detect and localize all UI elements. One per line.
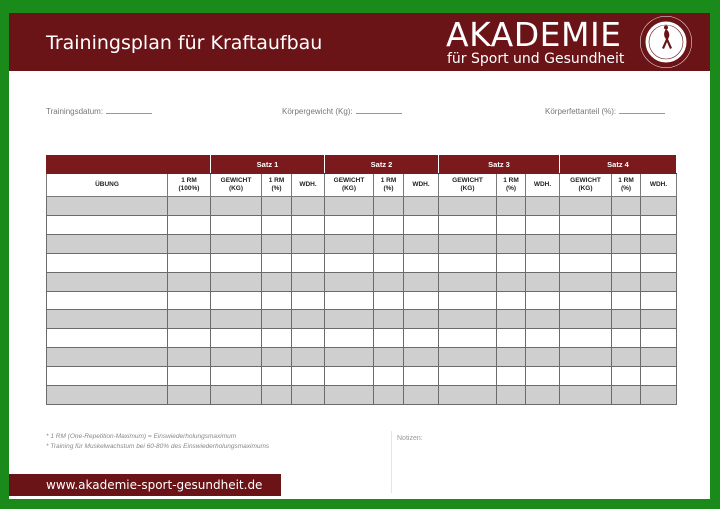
entry-cell[interactable]	[325, 215, 374, 234]
entry-cell[interactable]	[560, 367, 612, 386]
col-reps: WDH.	[641, 174, 677, 197]
entry-cell[interactable]	[211, 329, 262, 348]
entry-cell[interactable]	[325, 329, 374, 348]
entry-cell[interactable]	[560, 215, 612, 234]
entry-cell[interactable]	[262, 234, 292, 253]
col-reps: WDH.	[292, 174, 325, 197]
set-4-header: Satz 4	[560, 156, 677, 174]
notes-area[interactable]	[391, 431, 677, 493]
table-row	[47, 253, 677, 272]
entry-cell[interactable]	[211, 367, 262, 386]
col-one-rm: 1 RM (100%)	[168, 174, 211, 197]
entry-cell[interactable]	[292, 234, 325, 253]
entry-cell[interactable]	[612, 310, 641, 329]
entry-cell[interactable]	[262, 329, 292, 348]
entry-cell[interactable]	[262, 310, 292, 329]
entry-cell[interactable]	[325, 197, 374, 216]
entry-cell[interactable]	[374, 215, 404, 234]
col-reps: WDH.	[404, 174, 439, 197]
entry-cell[interactable]	[404, 197, 439, 216]
entry-cell[interactable]	[374, 253, 404, 272]
training-table	[46, 155, 677, 405]
entry-cell[interactable]	[325, 234, 374, 253]
entry-cell[interactable]	[641, 329, 677, 348]
brand-tagline: für Sport und Gesundheit	[447, 51, 625, 67]
entry-cell[interactable]	[641, 215, 677, 234]
entry-cell[interactable]	[612, 272, 641, 291]
entry-cell[interactable]	[404, 348, 439, 367]
entry-cell[interactable]	[439, 310, 497, 329]
entry-cell[interactable]	[526, 291, 560, 310]
entry-cell[interactable]	[612, 329, 641, 348]
entry-cell[interactable]	[526, 329, 560, 348]
table-row	[47, 348, 677, 367]
entry-cell[interactable]	[641, 197, 677, 216]
entry-cell[interactable]	[168, 348, 211, 367]
entry-cell[interactable]	[497, 234, 526, 253]
entry-cell[interactable]	[325, 291, 374, 310]
entry-cell[interactable]	[526, 348, 560, 367]
entry-cell[interactable]	[374, 329, 404, 348]
entry-cell[interactable]	[439, 272, 497, 291]
entry-cell[interactable]	[497, 386, 526, 405]
body-weight-field[interactable]	[282, 105, 402, 116]
footer-bar	[9, 474, 281, 496]
table-body	[47, 197, 677, 405]
entry-cell[interactable]	[262, 253, 292, 272]
table-row	[47, 197, 677, 216]
entry-cell[interactable]	[262, 348, 292, 367]
entry-cell[interactable]	[560, 272, 612, 291]
entry-cell[interactable]	[612, 367, 641, 386]
entry-cell[interactable]	[439, 329, 497, 348]
entry-cell[interactable]	[404, 367, 439, 386]
entry-cell[interactable]	[404, 272, 439, 291]
entry-cell[interactable]	[262, 215, 292, 234]
entry-cell[interactable]	[292, 348, 325, 367]
entry-cell[interactable]	[211, 291, 262, 310]
entry-cell[interactable]	[325, 348, 374, 367]
entry-cell[interactable]	[292, 197, 325, 216]
entry-cell[interactable]	[292, 291, 325, 310]
entry-cell[interactable]	[211, 253, 262, 272]
seal-logo-icon	[639, 15, 693, 69]
entry-cell[interactable]	[211, 197, 262, 216]
entry-cell[interactable]	[168, 310, 211, 329]
entry-cell[interactable]	[641, 367, 677, 386]
body-weight-label: Körpergewicht (Kg):	[282, 107, 353, 116]
entry-cell[interactable]	[292, 272, 325, 291]
exercise-cell[interactable]	[47, 272, 168, 291]
entry-cell[interactable]	[641, 310, 677, 329]
entry-cell[interactable]	[211, 234, 262, 253]
entry-cell[interactable]	[560, 329, 612, 348]
col-weight: GEWICHT (KG)	[560, 174, 612, 197]
footnote-training: * Training für Muskelwachstum bei 60-80% des Einswiederholungsmaximums	[46, 443, 270, 450]
exercise-cell[interactable]	[47, 197, 168, 216]
entry-cell[interactable]	[374, 367, 404, 386]
entry-cell[interactable]	[168, 329, 211, 348]
entry-cell[interactable]	[262, 386, 292, 405]
footnote-one-rm: * 1 RM (One-Repetition-Maximum) = Einswiederholungsmaximum	[46, 433, 237, 440]
entry-cell[interactable]	[612, 215, 641, 234]
entry-cell[interactable]	[612, 234, 641, 253]
notes-label: Notizen:	[397, 435, 423, 442]
entry-cell[interactable]	[497, 215, 526, 234]
entry-cell[interactable]	[497, 348, 526, 367]
brand-name: AKADEMIE	[446, 15, 622, 54]
entry-cell[interactable]	[641, 291, 677, 310]
entry-cell[interactable]	[526, 310, 560, 329]
entry-cell[interactable]	[325, 386, 374, 405]
col-one-rm-pct: 1 RM (%)	[497, 174, 526, 197]
entry-cell[interactable]	[262, 367, 292, 386]
col-one-rm-pct: 1 RM (%)	[612, 174, 641, 197]
entry-cell[interactable]	[262, 197, 292, 216]
entry-cell[interactable]	[374, 386, 404, 405]
entry-cell[interactable]	[526, 253, 560, 272]
entry-cell[interactable]	[439, 253, 497, 272]
entry-cell[interactable]	[612, 253, 641, 272]
entry-cell[interactable]	[292, 367, 325, 386]
entry-cell[interactable]	[325, 272, 374, 291]
entry-cell[interactable]	[439, 367, 497, 386]
training-date-line	[106, 105, 152, 114]
body-fat-label: Körperfettanteil (%):	[545, 107, 617, 116]
entry-cell[interactable]	[292, 253, 325, 272]
col-reps: WDH.	[526, 174, 560, 197]
entry-cell[interactable]	[439, 197, 497, 216]
entry-cell[interactable]	[612, 291, 641, 310]
body-fat-line	[619, 105, 665, 114]
entry-cell[interactable]	[374, 197, 404, 216]
entry-cell[interactable]	[211, 348, 262, 367]
table-row	[47, 234, 677, 253]
table-row	[47, 310, 677, 329]
entry-cell[interactable]	[168, 367, 211, 386]
entry-cell[interactable]	[526, 386, 560, 405]
exercise-cell[interactable]	[47, 329, 168, 348]
table-row	[47, 329, 677, 348]
entry-cell[interactable]	[404, 386, 439, 405]
table-row	[47, 367, 677, 386]
entry-cell[interactable]	[211, 272, 262, 291]
entry-cell[interactable]	[526, 215, 560, 234]
entry-cell[interactable]	[560, 197, 612, 216]
entry-cell[interactable]	[439, 234, 497, 253]
set-header-blank	[47, 156, 211, 174]
entry-cell[interactable]	[374, 310, 404, 329]
entry-cell[interactable]	[497, 291, 526, 310]
entry-cell[interactable]	[560, 234, 612, 253]
footer-url[interactable]: www.akademie-sport-gesundheit.de	[46, 478, 263, 492]
entry-cell[interactable]	[404, 253, 439, 272]
entry-cell[interactable]	[612, 197, 641, 216]
col-one-rm-pct: 1 RM (%)	[374, 174, 404, 197]
entry-cell[interactable]	[211, 310, 262, 329]
entry-cell[interactable]	[560, 310, 612, 329]
entry-cell[interactable]	[497, 367, 526, 386]
entry-cell[interactable]	[439, 291, 497, 310]
table-row	[47, 291, 677, 310]
entry-cell[interactable]	[404, 291, 439, 310]
entry-cell[interactable]	[497, 197, 526, 216]
entry-cell[interactable]	[404, 234, 439, 253]
entry-cell[interactable]	[262, 291, 292, 310]
table-row	[47, 272, 677, 291]
entry-cell[interactable]	[292, 310, 325, 329]
set-1-header: Satz 1	[211, 156, 325, 174]
entry-cell[interactable]	[211, 386, 262, 405]
entry-cell[interactable]	[168, 234, 211, 253]
entry-cell[interactable]	[325, 367, 374, 386]
entry-cell[interactable]	[560, 291, 612, 310]
entry-cell[interactable]	[641, 386, 677, 405]
entry-cell[interactable]	[526, 197, 560, 216]
exercise-cell[interactable]	[47, 234, 168, 253]
exercise-cell[interactable]	[47, 386, 168, 405]
footnotes	[46, 432, 269, 452]
entry-cell[interactable]	[439, 215, 497, 234]
column-header-row	[47, 174, 677, 197]
entry-cell[interactable]	[439, 386, 497, 405]
set-2-header: Satz 2	[325, 156, 439, 174]
entry-cell[interactable]	[560, 348, 612, 367]
entry-cell[interactable]	[612, 386, 641, 405]
entry-cell[interactable]	[292, 329, 325, 348]
entry-cell[interactable]	[168, 291, 211, 310]
body-fat-field[interactable]	[545, 105, 665, 116]
entry-cell[interactable]	[374, 291, 404, 310]
header-bar	[9, 13, 710, 71]
entry-cell[interactable]	[168, 215, 211, 234]
entry-cell[interactable]	[526, 367, 560, 386]
entry-cell[interactable]	[526, 234, 560, 253]
entry-cell[interactable]	[374, 272, 404, 291]
entry-cell[interactable]	[641, 272, 677, 291]
entry-cell[interactable]	[641, 234, 677, 253]
set-header-row	[47, 156, 677, 174]
entry-cell[interactable]	[168, 272, 211, 291]
entry-cell[interactable]	[612, 348, 641, 367]
training-sheet	[9, 13, 710, 499]
entry-cell[interactable]	[560, 386, 612, 405]
entry-cell[interactable]	[325, 253, 374, 272]
entry-cell[interactable]	[404, 310, 439, 329]
entry-cell[interactable]	[374, 348, 404, 367]
entry-cell[interactable]	[292, 215, 325, 234]
col-weight: GEWICHT (KG)	[439, 174, 497, 197]
exercise-cell[interactable]	[47, 348, 168, 367]
col-one-rm-pct: 1 RM (%)	[262, 174, 292, 197]
entry-cell[interactable]	[168, 197, 211, 216]
exercise-cell[interactable]	[47, 215, 168, 234]
exercise-cell[interactable]	[47, 291, 168, 310]
entry-cell[interactable]	[404, 215, 439, 234]
entry-cell[interactable]	[439, 348, 497, 367]
entry-cell[interactable]	[325, 310, 374, 329]
entry-cell[interactable]	[211, 215, 262, 234]
entry-cell[interactable]	[497, 329, 526, 348]
entry-cell[interactable]	[641, 348, 677, 367]
entry-cell[interactable]	[497, 310, 526, 329]
entry-cell[interactable]	[374, 234, 404, 253]
table-row	[47, 215, 677, 234]
entry-cell[interactable]	[292, 386, 325, 405]
body-weight-line	[356, 105, 402, 114]
training-date-field[interactable]	[46, 105, 152, 116]
entry-cell[interactable]	[262, 272, 292, 291]
col-weight: GEWICHT (KG)	[325, 174, 374, 197]
entry-cell[interactable]	[497, 253, 526, 272]
exercise-cell[interactable]	[47, 253, 168, 272]
entry-cell[interactable]	[560, 253, 612, 272]
training-date-label: Trainingsdatum:	[46, 107, 104, 116]
exercise-cell[interactable]	[47, 367, 168, 386]
entry-cell[interactable]	[168, 386, 211, 405]
col-weight: GEWICHT (KG)	[211, 174, 262, 197]
col-exercise: ÜBUNG	[47, 174, 168, 197]
set-3-header: Satz 3	[439, 156, 560, 174]
page-title: Trainingsplan für Kraftaufbau	[46, 32, 323, 54]
table-row	[47, 386, 677, 405]
entry-cell[interactable]	[168, 253, 211, 272]
entry-cell[interactable]	[641, 253, 677, 272]
entry-cell[interactable]	[404, 329, 439, 348]
exercise-cell[interactable]	[47, 310, 168, 329]
entry-cell[interactable]	[497, 272, 526, 291]
entry-cell[interactable]	[526, 272, 560, 291]
